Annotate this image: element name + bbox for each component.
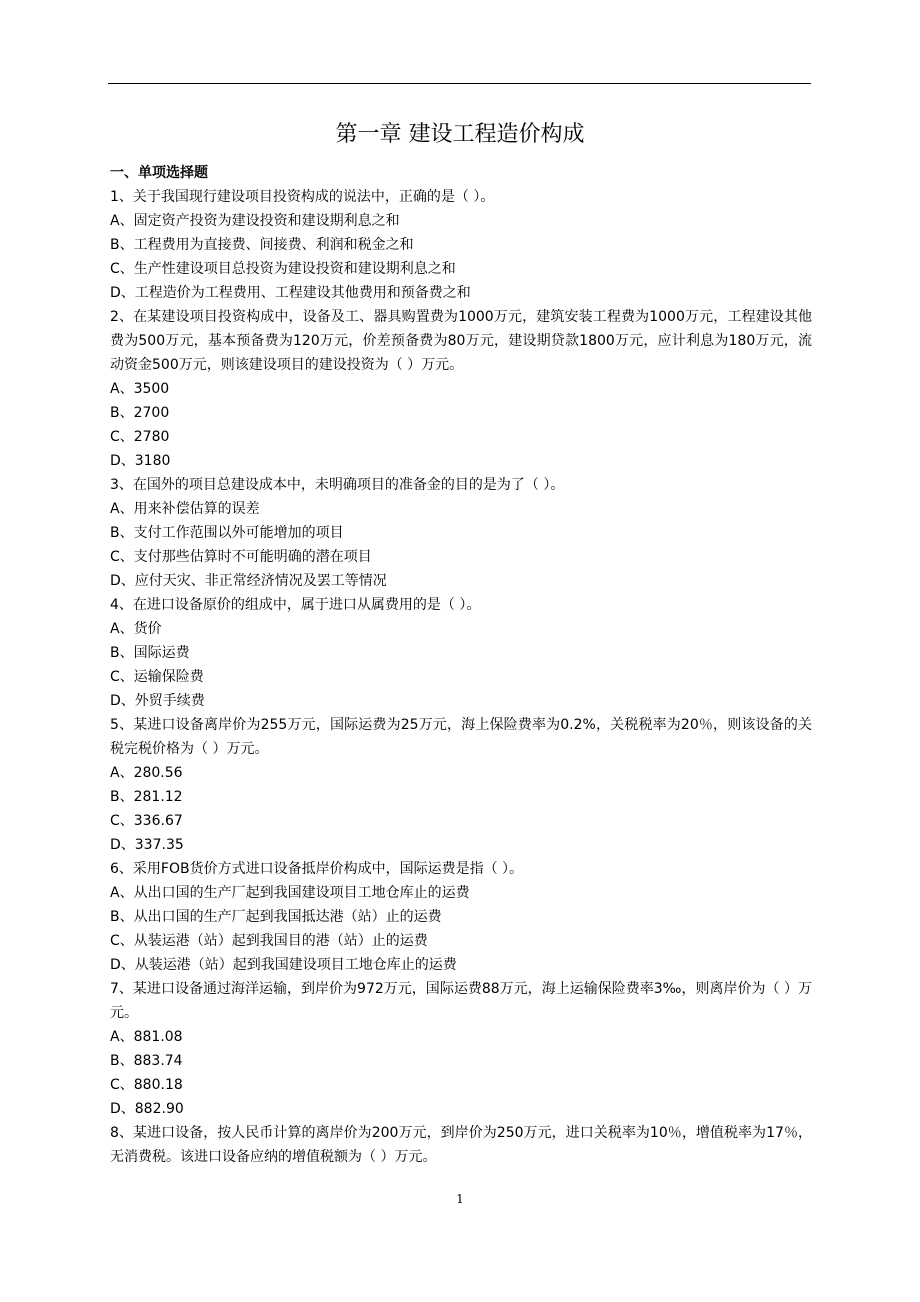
question-6: [110, 857, 812, 977]
option-d: D、3180: [110, 453, 171, 469]
option-b: B、883.74: [110, 1053, 183, 1069]
question-5: [110, 713, 812, 857]
question-stem: 3、在国外的项目总建设成本中，未明确项目的准备金的目的是为了（ ）。: [110, 477, 565, 493]
option-a: A、用来补偿估算的误差: [110, 501, 260, 517]
page-title: 第一章 建设工程造价构成: [335, 122, 585, 147]
option-a: A、货价: [110, 621, 162, 637]
option-a: A、881.08: [110, 1029, 183, 1045]
question-1: [110, 185, 812, 305]
question-stem: 8、某进口设备，按人民币计算的离岸价为200万元，到岸价为250万元，进口关税率为10％，增值税率为17％，无消费税。该进口设备应纳的增值税额为（ ）万元。: [110, 1125, 812, 1165]
option-c: C、336.67: [110, 813, 183, 829]
option-d: D、882.90: [110, 1101, 184, 1117]
option-c: C、880.18: [110, 1077, 183, 1093]
option-a: A、从出口国的生产厂起到我国建设项目工地仓库止的运费: [110, 885, 470, 901]
question-stem: 5、某进口设备离岸价为255万元，国际运费为25万元，海上保险费率为0.2%，关税税率为20％，则该设备的关税完税价格为（ ）万元。: [110, 717, 812, 757]
page-number: 1: [456, 1192, 464, 1206]
option-a: A、3500: [110, 381, 170, 397]
question-4: [110, 593, 812, 713]
question-stem: 1、关于我国现行建设项目投资构成的说法中，正确的是（ ）。: [110, 189, 495, 205]
question-stem: 2、在某建设项目投资构成中，设备及工、器具购置费为1000万元，建筑安装工程费为1000万元，工程建设其他费为500万元，基本预备费为120万元，价差预备费为80万元，建设期贷款1800万元，应计利息为180万元，流动资金500万元，则该建设项目的建设投资为（ ）万元。: [110, 309, 812, 373]
question-8: [110, 1121, 812, 1169]
question-stem: 6、采用FOB货价方式进口设备抵岸价构成中，国际运费是指（ ）。: [110, 861, 524, 877]
question-7: [110, 977, 812, 1121]
option-c: C、运输保险费: [110, 669, 204, 685]
option-b: B、国际运费: [110, 645, 190, 661]
section-heading: 一、单项选择题: [110, 165, 208, 181]
option-c: C、从装运港（站）起到我国目的港（站）止的运费: [110, 933, 428, 949]
option-c: C、支付那些估算时不可能明确的潜在项目: [110, 549, 372, 565]
header-rule: [108, 83, 811, 84]
question-stem: 4、在进口设备原价的组成中，属于进口从属费用的是（ ）。: [110, 597, 481, 613]
option-a: A、固定资产投资为建设投资和建设期利息之和: [110, 213, 400, 229]
question-list: [110, 161, 812, 1169]
option-d: D、从装运港（站）起到我国建设项目工地仓库止的运费: [110, 957, 457, 973]
option-c: C、生产性建设项目总投资为建设投资和建设期利息之和: [110, 261, 456, 277]
option-b: B、2700: [110, 405, 170, 421]
option-d: D、工程造价为工程费用、工程建设其他费用和预备费之和: [110, 285, 471, 301]
question-3: [110, 473, 812, 593]
option-c: C、2780: [110, 429, 170, 445]
option-b: B、支付工作范围以外可能增加的项目: [110, 525, 344, 541]
option-b: B、281.12: [110, 789, 183, 805]
option-b: B、从出口国的生产厂起到我国抵达港（站）止的运费: [110, 909, 442, 925]
question-2: [110, 305, 812, 473]
question-stem: 7、某进口设备通过海洋运输，到岸价为972万元，国际运费88万元，海上运输保险费率3‰，则离岸价为（ ）万元。: [110, 981, 812, 1021]
option-d: D、337.35: [110, 837, 184, 853]
option-d: D、外贸手续费: [110, 693, 205, 709]
option-b: B、工程费用为直接费、间接费、利润和税金之和: [110, 237, 414, 253]
option-a: A、280.56: [110, 765, 183, 781]
option-d: D、应付天灾、非正常经济情况及罢工等情况: [110, 573, 387, 589]
